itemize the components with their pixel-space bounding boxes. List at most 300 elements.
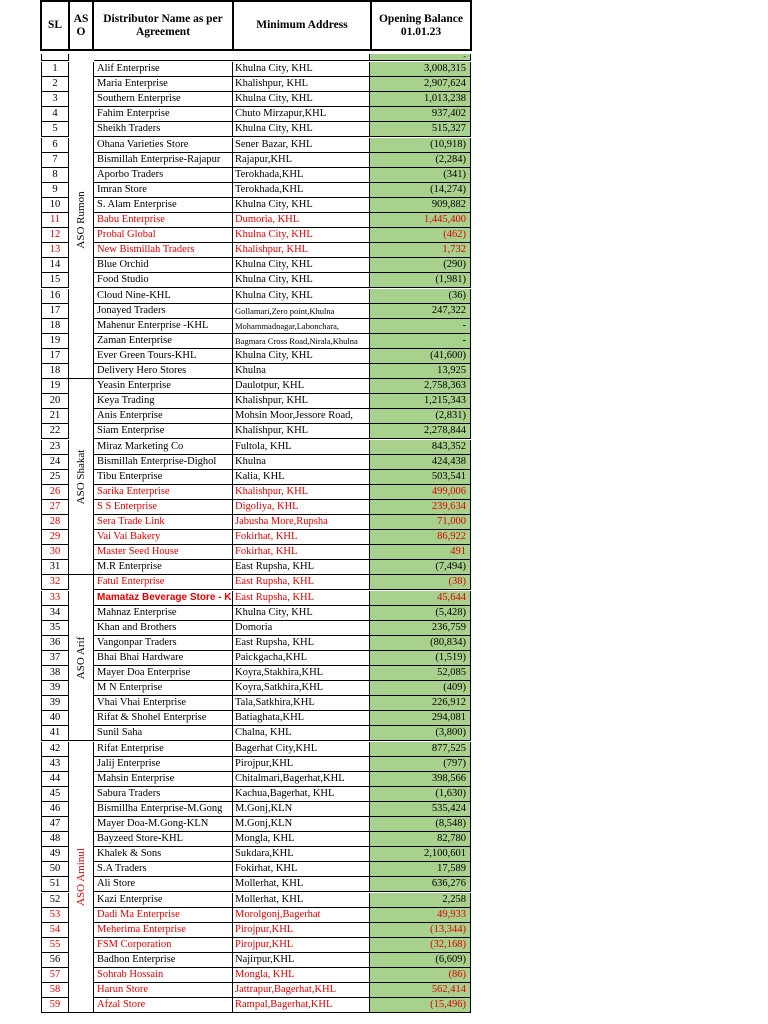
cell-address: Rampal,Bagerhat,KHL [233, 998, 370, 1013]
cell-balance: - [370, 334, 471, 349]
cell-balance: (1,519) [370, 651, 471, 666]
cell-sl: 47 [41, 817, 69, 832]
cell-address: Bagmara Cross Road,Nirala,Khulna [233, 334, 370, 349]
cell-name: Afzal Store [94, 998, 233, 1013]
cell-sl: 22 [41, 424, 69, 439]
table-row [0, 787, 768, 802]
cell-sl: 18 [41, 364, 69, 379]
cell-address: East Rupsha, KHL [233, 560, 370, 575]
cell-balance: 1,732 [370, 243, 471, 258]
cell-name: Vangonpar Traders [94, 636, 233, 651]
cell-address: Khalishpur, KHL [233, 485, 370, 500]
cell-address: Khulna City, KHL [233, 258, 370, 273]
cell-name: Sohrab Hossain [94, 968, 233, 983]
cell-address: Koyra,Stakhira,KHL [233, 666, 370, 681]
cell-name: Ali Store [94, 877, 233, 892]
cell-address: Khulna City, KHL [233, 92, 370, 107]
cell-name: Maria Enterprise [94, 77, 233, 92]
header-minimum-address: Minimum Address [232, 0, 372, 51]
table-row [0, 500, 768, 515]
cell-name: Badhon Enterprise [94, 953, 233, 968]
cell-sl: 13 [41, 243, 69, 258]
cell-address: Khalishpur, KHL [233, 394, 370, 409]
cell-balance: 424,438 [370, 455, 471, 470]
cell-sl: 20 [41, 394, 69, 409]
cell-balance: 2,278,844 [370, 424, 471, 439]
cell-balance: (290) [370, 258, 471, 273]
aso-group [69, 742, 94, 1014]
cell-balance: 499,006 [370, 485, 471, 500]
cell-address: East Rupsha, KHL [233, 591, 370, 606]
cell-address: Pirojpur,KHL [233, 757, 370, 772]
cell-name: Keya Trading [94, 394, 233, 409]
aso-group [69, 379, 94, 575]
cell-name: Mahnaz Enterprise [94, 606, 233, 621]
cell-balance: 877,525 [370, 742, 471, 757]
cell-address: Domoria [233, 621, 370, 636]
cell-sl: 44 [41, 772, 69, 787]
cell-address: M.Gonj,KLN [233, 817, 370, 832]
table-row [0, 455, 768, 470]
table-row [0, 289, 768, 304]
cell-sl: 17 [41, 304, 69, 319]
cell-balance: (15,496) [370, 998, 471, 1013]
table-row [0, 122, 768, 137]
cell-name: Miraz Marketing Co [94, 440, 233, 455]
cell-address: Terokhada,KHL [233, 183, 370, 198]
cell-balance: 239,634 [370, 500, 471, 515]
header-aso: AS O [68, 0, 94, 51]
cell-sl: 59 [41, 998, 69, 1013]
cell-balance: (2,831) [370, 409, 471, 424]
cell-address: Chalna, KHL [233, 726, 370, 741]
table-row [0, 832, 768, 847]
cell-name: Imran Store [94, 183, 233, 198]
cell-name: Master Seed House [94, 545, 233, 560]
cell-name: S.A Traders [94, 862, 233, 877]
table-row [0, 485, 768, 500]
table-row [0, 92, 768, 107]
cell-name: Sabura Traders [94, 787, 233, 802]
cell-sl: 35 [41, 621, 69, 636]
cell-balance: (7,494) [370, 560, 471, 575]
cell-address: Mollerhat, KHL [233, 893, 370, 908]
cell-name: Bismillha Enterprise-M.Gong [94, 802, 233, 817]
cell-address: Sener Bazar, KHL [233, 138, 370, 153]
cell-address: Gollamari,Zero point,Khulna [233, 304, 370, 319]
cell-name: Mahsin Enterprise [94, 772, 233, 787]
cell-balance: (10,918) [370, 138, 471, 153]
cell-sl: 54 [41, 923, 69, 938]
cell-balance: 247,322 [370, 304, 471, 319]
cell-name: Southern Enterprise [94, 92, 233, 107]
cell-address: East Rupsha, KHL [233, 636, 370, 651]
table-row [0, 983, 768, 998]
cell-address: Jabusha More,Rupsha [233, 515, 370, 530]
cell-address: Mollerhat, KHL [233, 877, 370, 892]
table-row [0, 153, 768, 168]
cell-balance: (341) [370, 168, 471, 183]
cell-balance: 2,907,624 [370, 77, 471, 92]
cell-balance: 1,013,238 [370, 92, 471, 107]
table-row [0, 319, 768, 334]
cell-address: Khulna City, KHL [233, 122, 370, 137]
cell-sl: 34 [41, 606, 69, 621]
cell-name: Fahim Enterprise [94, 107, 233, 122]
cell-address: Digoliya, KHL [233, 500, 370, 515]
cell-address: Mongla, KHL [233, 968, 370, 983]
cell-balance: 226,912 [370, 696, 471, 711]
cell-sl: 1 [41, 62, 69, 77]
cell-balance: 17,589 [370, 862, 471, 877]
table-row [0, 213, 768, 228]
cell-balance: 503,541 [370, 470, 471, 485]
cell-address: Khalishpur, KHL [233, 77, 370, 92]
cell-name: Jalij Enterprise [94, 757, 233, 772]
cell-balance: 236,759 [370, 621, 471, 636]
cell-balance: 13,925 [370, 364, 471, 379]
aso-group-label: ASO Aminul [75, 848, 87, 906]
cell-sl: 46 [41, 802, 69, 817]
cell-sl: 28 [41, 515, 69, 530]
cell-balance: 491 [370, 545, 471, 560]
cell-name: Sera Trade Link [94, 515, 233, 530]
cell-name: Sunil Saha [94, 726, 233, 741]
table-row [0, 77, 768, 92]
cell-address: Najirpur,KHL [233, 953, 370, 968]
table-row [0, 908, 768, 923]
cell-name: Bismillah Enterprise-Rajapur [94, 153, 233, 168]
cell-sl: 55 [41, 938, 69, 953]
cell-balance: 937,402 [370, 107, 471, 122]
cell-sl: 21 [41, 409, 69, 424]
header-sl: SL [40, 0, 70, 51]
table-row [0, 424, 768, 439]
table-row [0, 349, 768, 364]
cell-name: Ever Green Tours-KHL [94, 349, 233, 364]
cell-balance: 398,566 [370, 772, 471, 787]
cell-balance: (1,630) [370, 787, 471, 802]
cell-name: Sheikh Traders [94, 122, 233, 137]
table-row [0, 575, 768, 590]
cell-balance: - [370, 54, 471, 61]
table-row [0, 651, 768, 666]
cell-name: Blue Orchid [94, 258, 233, 273]
cell-address: Chitalmari,Bagerhat,KHL [233, 772, 370, 787]
table-row [0, 228, 768, 243]
cell-name: Khan and Brothers [94, 621, 233, 636]
cell-sl: 45 [41, 787, 69, 802]
cell-sl: 3 [41, 92, 69, 107]
cell-sl: 31 [41, 560, 69, 575]
cell-name: Bayzeed Store-KHL [94, 832, 233, 847]
cell-balance: 3,008,315 [370, 62, 471, 77]
cell-balance: 49,933 [370, 908, 471, 923]
cell-name: Kazi Enterprise [94, 893, 233, 908]
cell-sl: 32 [41, 575, 69, 590]
cell-address: Khulna [233, 455, 370, 470]
table-row [0, 847, 768, 862]
cell-sl: 16 [41, 289, 69, 304]
table-row [0, 681, 768, 696]
cell-sl: 37 [41, 651, 69, 666]
cell-sl: 25 [41, 470, 69, 485]
cell-address: Koyra,Satkhira,KHL [233, 681, 370, 696]
cell-address: Mongla, KHL [233, 832, 370, 847]
table-row [0, 757, 768, 772]
cell-address: Terokhada,KHL [233, 168, 370, 183]
cell-name: Dadi Ma Enterprise [94, 908, 233, 923]
cell-balance: (797) [370, 757, 471, 772]
cell-address: Mohammadnagar,Labonchara, [233, 319, 370, 334]
table-row [0, 515, 768, 530]
cell-sl: 9 [41, 183, 69, 198]
cell-balance: 71,000 [370, 515, 471, 530]
cell-name: Mayer Doa Enterprise [94, 666, 233, 681]
cell-balance: 535,424 [370, 802, 471, 817]
cell-address: Jattrapur,Bagerhat,KHL [233, 983, 370, 998]
table-row [0, 711, 768, 726]
cell-sl: 7 [41, 153, 69, 168]
cell-name: Vai Vai Bakery [94, 530, 233, 545]
cell-name: Zaman Enterprise [94, 334, 233, 349]
cell-address [233, 54, 370, 61]
cell-balance: (409) [370, 681, 471, 696]
cell-address: Dumoria, KHL [233, 213, 370, 228]
cell-name: Anis Enterprise [94, 409, 233, 424]
cell-address: Morolgonj,Bagerhat [233, 908, 370, 923]
cell-sl: 15 [41, 273, 69, 288]
cell-balance: 1,215,343 [370, 394, 471, 409]
cell-sl: 4 [41, 107, 69, 122]
cell-name: Yeasin Enterprise [94, 379, 233, 394]
table-row [0, 893, 768, 908]
table-row [0, 862, 768, 877]
cell-sl: 5 [41, 122, 69, 137]
cell-address: Khulna City, KHL [233, 349, 370, 364]
cell-address: East Rupsha, KHL [233, 575, 370, 590]
cell-sl: 6 [41, 138, 69, 153]
table-row [0, 726, 768, 741]
cell-sl: 39 [41, 696, 69, 711]
cell-sl: 48 [41, 832, 69, 847]
cell-sl: 58 [41, 983, 69, 998]
cell-name: S S Enterprise [94, 500, 233, 515]
cell-balance: (38) [370, 575, 471, 590]
cell-name: Babu Enterprise [94, 213, 233, 228]
cell-sl: 27 [41, 500, 69, 515]
cell-name: Bhai Bhai Hardware [94, 651, 233, 666]
cell-address: Mohsin Moor,Jessore Road, [233, 409, 370, 424]
table-row [0, 530, 768, 545]
cell-balance: 2,100,601 [370, 847, 471, 862]
cell-sl: 43 [41, 757, 69, 772]
table-row [0, 742, 768, 757]
cell-name: Bismillah Enterprise-Dighol [94, 455, 233, 470]
table-row [0, 138, 768, 153]
cell-sl: 18 [41, 319, 69, 334]
table-row [0, 772, 768, 787]
table-row [0, 621, 768, 636]
cell-name: Delivery Hero Stores [94, 364, 233, 379]
table-row [0, 183, 768, 198]
cell-balance: (80,834) [370, 636, 471, 651]
cell-balance: (14,274) [370, 183, 471, 198]
table-row [0, 938, 768, 953]
cell-name: Siam Enterprise [94, 424, 233, 439]
cell-name: Sarika Enterprise [94, 485, 233, 500]
cell-balance: (462) [370, 228, 471, 243]
cell-name: Rifat Enterprise [94, 742, 233, 757]
cell-name: Jonayed Traders [94, 304, 233, 319]
cell-name: S. Alam Enterprise [94, 198, 233, 213]
cell-name: Mayer Doa-M.Gong-KLN [94, 817, 233, 832]
cell-address: Khulna City, KHL [233, 62, 370, 77]
table-row [0, 107, 768, 122]
cell-balance: 562,414 [370, 983, 471, 998]
cell-sl: 24 [41, 455, 69, 470]
cell-balance: 294,081 [370, 711, 471, 726]
table-row [0, 334, 768, 349]
cell-name: M.R Enterprise [94, 560, 233, 575]
cell-address: Pirojpur,KHL [233, 923, 370, 938]
cell-balance: (1,981) [370, 273, 471, 288]
cell-balance: (86) [370, 968, 471, 983]
cell-address: Fokirhat, KHL [233, 862, 370, 877]
cell-sl: 53 [41, 908, 69, 923]
cell-balance: (8,548) [370, 817, 471, 832]
cell-sl: 41 [41, 726, 69, 741]
cell-name: Aporbo Traders [94, 168, 233, 183]
cell-address: Sukdara,KHL [233, 847, 370, 862]
cell-address: Kachua,Bagerhat, KHL [233, 787, 370, 802]
cell-address: Kalia, KHL [233, 470, 370, 485]
cell-balance: (41,600) [370, 349, 471, 364]
cell-address: Khulna City, KHL [233, 273, 370, 288]
cell-balance: (32,168) [370, 938, 471, 953]
cell-name: Meherima Enterprise [94, 923, 233, 938]
cell-sl: 38 [41, 666, 69, 681]
cell-address: Khulna [233, 364, 370, 379]
cell-name: Mamataz Beverage Store - K [94, 591, 233, 606]
cell-sl: 26 [41, 485, 69, 500]
cell-sl: 12 [41, 228, 69, 243]
cell-balance: (2,284) [370, 153, 471, 168]
table-row [0, 923, 768, 938]
table-row [0, 243, 768, 258]
cell-sl: 8 [41, 168, 69, 183]
cell-name: Alif Enterprise [94, 62, 233, 77]
table-row [0, 968, 768, 983]
table-row [0, 258, 768, 273]
cell-address: Khulna City, KHL [233, 289, 370, 304]
cell-name [94, 54, 233, 61]
cell-address: Daulotpur, KHL [233, 379, 370, 394]
cell-address: Khulna City, KHL [233, 606, 370, 621]
cell-address: Fokirhat, KHL [233, 545, 370, 560]
table-row [0, 998, 768, 1013]
cell-sl: 11 [41, 213, 69, 228]
cell-balance: 636,276 [370, 877, 471, 892]
cell-balance: (13,344) [370, 923, 471, 938]
table-row [0, 606, 768, 621]
cell-name: M N Enterprise [94, 681, 233, 696]
aso-group-label: ASO Rumon [75, 191, 87, 249]
aso-group [69, 62, 94, 379]
table-row [0, 696, 768, 711]
cell-name: Fatul Enterprise [94, 575, 233, 590]
table-row [0, 802, 768, 817]
table-row [0, 591, 768, 606]
cell-sl: 2 [41, 77, 69, 92]
cell-name: Food Studio [94, 273, 233, 288]
aso-group [69, 575, 94, 741]
cell-balance: 1,445,400 [370, 213, 471, 228]
cell-balance: 909,882 [370, 198, 471, 213]
cell-balance: 515,327 [370, 122, 471, 137]
cell-sl: 51 [41, 877, 69, 892]
cell-sl: 23 [41, 440, 69, 455]
table-row [0, 440, 768, 455]
table-row [0, 273, 768, 288]
cell-name: Ohana Varieties Store [94, 138, 233, 153]
cell-balance: 45,644 [370, 591, 471, 606]
table-row [0, 636, 768, 651]
cell-name: New Bismillah Traders [94, 243, 233, 258]
cell-name: Tibu Enterprise [94, 470, 233, 485]
cell-address: Khulna City, KHL [233, 198, 370, 213]
cell-address: Khulna City, KHL [233, 228, 370, 243]
table-row [0, 877, 768, 892]
cell-name: Cloud Nine-KHL [94, 289, 233, 304]
header-opening-balance: Opening Balance 01.01.23 [370, 0, 472, 51]
table-row [0, 666, 768, 681]
cell-sl: 30 [41, 545, 69, 560]
cell-balance: 86,922 [370, 530, 471, 545]
cell-address: Rajapur,KHL [233, 153, 370, 168]
cell-address: Khalishpur, KHL [233, 424, 370, 439]
cell-sl: 19 [41, 334, 69, 349]
cell-balance: 2,258 [370, 893, 471, 908]
cell-address: Batiaghata,KHL [233, 711, 370, 726]
table-row [0, 62, 768, 77]
cell-address: Fultola, KHL [233, 440, 370, 455]
cell-sl: 39 [41, 681, 69, 696]
cell-address: Bagerhat City,KHL [233, 742, 370, 757]
cell-name: Vhai Vhai Enterprise [94, 696, 233, 711]
cell-name: Probal Global [94, 228, 233, 243]
cell-balance: (36) [370, 289, 471, 304]
cell-address: Khalishpur, KHL [233, 243, 370, 258]
cell-balance: (3,800) [370, 726, 471, 741]
cell-balance: 52,085 [370, 666, 471, 681]
table-row [0, 168, 768, 183]
cell-name: Khalek & Sons [94, 847, 233, 862]
cell-balance: (5,428) [370, 606, 471, 621]
cell-balance: (6,609) [370, 953, 471, 968]
cell-sl: 40 [41, 711, 69, 726]
cell-address: Tala,Satkhira,KHL [233, 696, 370, 711]
aso-group-label: ASO Arif [75, 636, 87, 680]
cell-sl: 49 [41, 847, 69, 862]
cell-sl: 17 [41, 349, 69, 364]
cell-balance: 2,758,363 [370, 379, 471, 394]
table-row [0, 545, 768, 560]
table-row [0, 470, 768, 485]
aso-group-label: ASO Shakat [75, 449, 87, 505]
cell-name: Rifat & Shohel Enterprise [94, 711, 233, 726]
cell-name: Mahenur Enterprise -KHL [94, 319, 233, 334]
